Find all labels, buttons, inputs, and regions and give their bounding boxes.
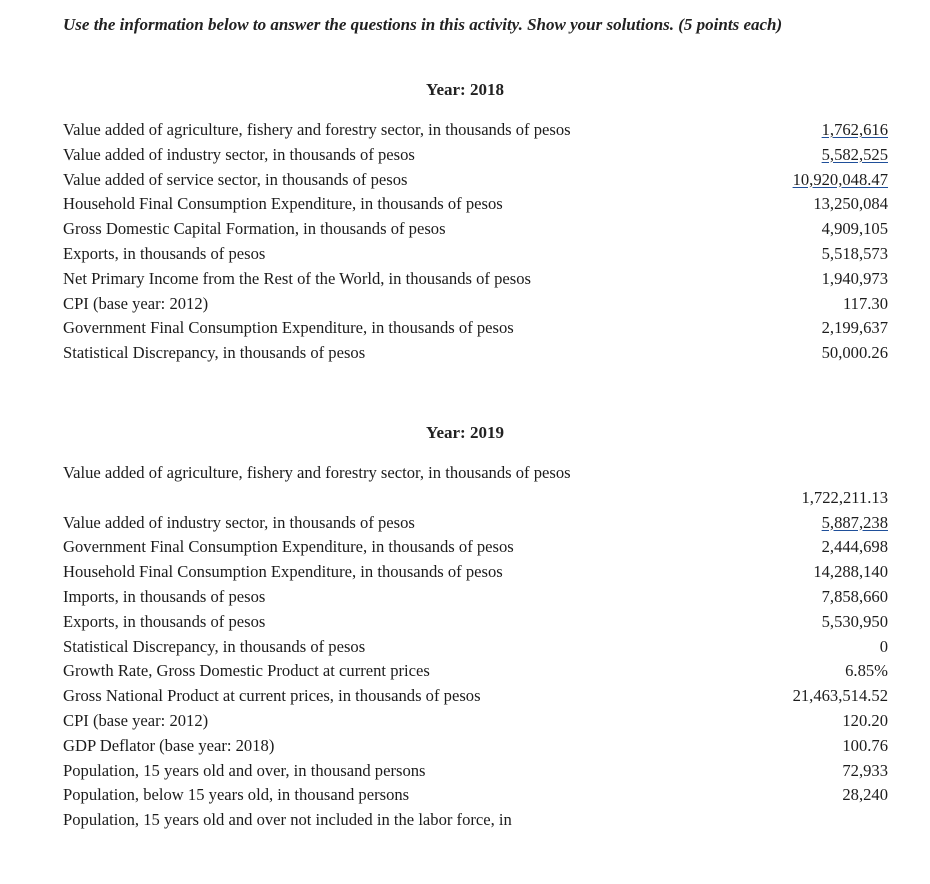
- row-value: 2,444,698: [821, 537, 888, 557]
- row-label: CPI (base year: 2012): [63, 710, 209, 730]
- row-label: Net Primary Income from the Rest of the World, in thousands of pesos: [63, 268, 531, 288]
- table-row: [63, 511, 888, 536]
- row-label: Government Final Consumption Expenditure, in thousands of pesos: [63, 318, 514, 338]
- row-value: 21,463,514.52: [792, 686, 888, 706]
- table-row: [63, 461, 888, 511]
- row-value: 1,762,616: [821, 120, 888, 139]
- row-label: Population, below 15 years old, in thousand persons: [63, 785, 410, 805]
- table-row: [63, 192, 888, 217]
- row-label: Gross Domestic Capital Formation, in thousands of pesos: [63, 219, 446, 239]
- section-title-2019: Year: 2019: [426, 423, 504, 442]
- row-value: 120.20: [842, 710, 888, 730]
- row-value: 117.30: [842, 293, 888, 313]
- table-row: [63, 560, 888, 585]
- table-row: [63, 267, 888, 292]
- table-row: [63, 168, 888, 193]
- row-label: Gross National Product at current prices, in thousands of pesos: [63, 686, 481, 706]
- instructions-text: Use the information below to answer the questions in this activity. Show your solutions. (5 points each): [63, 15, 783, 34]
- table-row: [63, 659, 888, 684]
- row-value: 1,940,973: [821, 268, 888, 288]
- row-label: Exports, in thousands of pesos: [63, 243, 266, 263]
- row-value: 5,518,573: [821, 243, 888, 263]
- row-label: Statistical Discrepancy, in thousands of pesos: [63, 343, 366, 363]
- row-label: CPI (base year: 2012): [63, 293, 209, 313]
- row-label: Value added of agriculture, fishery and forestry sector, in thousands of pesos: [63, 463, 571, 482]
- table-row: [63, 242, 888, 267]
- row-value: 10,920,048.47: [792, 169, 888, 189]
- row-value: 5,582,525: [821, 144, 888, 164]
- row-value: 5,887,238: [821, 512, 888, 532]
- table-row: [63, 341, 888, 366]
- row-label: Value added of service sector, in thousands of pesos: [63, 169, 408, 189]
- row-value: 13,250,084: [813, 194, 888, 214]
- row-value: 50,000.26: [821, 343, 888, 363]
- row-label: Value added of industry sector, in thousands of pesos: [63, 512, 415, 532]
- row-label: Population, 15 years old and over, in thousand persons: [63, 760, 426, 780]
- row-value: 72,933: [842, 760, 888, 780]
- row-label: Household Final Consumption Expenditure, in thousands of pesos: [63, 194, 503, 214]
- table-row: [63, 635, 888, 660]
- table-row: [63, 585, 888, 610]
- table-row: [63, 316, 888, 341]
- row-label: Growth Rate, Gross Domestic Product at current prices: [63, 661, 430, 681]
- data-table-2019: [63, 461, 888, 833]
- row-label: Household Final Consumption Expenditure, in thousands of pesos: [63, 562, 503, 582]
- row-label: Imports, in thousands of pesos: [63, 586, 266, 606]
- section-title-2018: Year: 2018: [426, 80, 504, 99]
- cropped-top-edge: [0, 0, 930, 7]
- table-row: [63, 535, 888, 560]
- row-label: Government Final Consumption Expenditure, in thousands of pesos: [63, 537, 514, 557]
- table-row: [63, 709, 888, 734]
- row-value: 6.85%: [845, 661, 888, 681]
- table-row: [63, 118, 888, 143]
- row-label: GDP Deflator (base year: 2018): [63, 735, 275, 755]
- row-label: Population, 15 years old and over not included in the labor force, in: [63, 810, 512, 830]
- row-label: Value added of industry sector, in thousands of pesos: [63, 144, 415, 164]
- row-label: Exports, in thousands of pesos: [63, 611, 266, 631]
- row-value: 7,858,660: [821, 586, 888, 606]
- table-row: [63, 783, 888, 808]
- row-label: Value added of agriculture, fishery and forestry sector, in thousands of pesos: [63, 120, 571, 139]
- row-value: 1,722,211.13: [801, 487, 888, 507]
- table-row: [63, 734, 888, 759]
- table-row: [63, 217, 888, 242]
- table-row: [63, 684, 888, 709]
- row-value: 4,909,105: [821, 219, 888, 239]
- row-value: 0: [879, 636, 888, 656]
- row-value: 100.76: [842, 735, 888, 755]
- row-value: 14,288,140: [813, 562, 888, 582]
- table-row: [63, 759, 888, 784]
- row-value: 5,530,950: [821, 611, 888, 631]
- table-row: [63, 808, 888, 833]
- table-row: [63, 292, 888, 317]
- row-value: 2,199,637: [821, 318, 888, 338]
- table-row: [63, 610, 888, 635]
- row-label: Statistical Discrepancy, in thousands of pesos: [63, 636, 366, 656]
- data-table-2018: [63, 118, 888, 366]
- row-value: 28,240: [842, 785, 888, 805]
- table-row: [63, 143, 888, 168]
